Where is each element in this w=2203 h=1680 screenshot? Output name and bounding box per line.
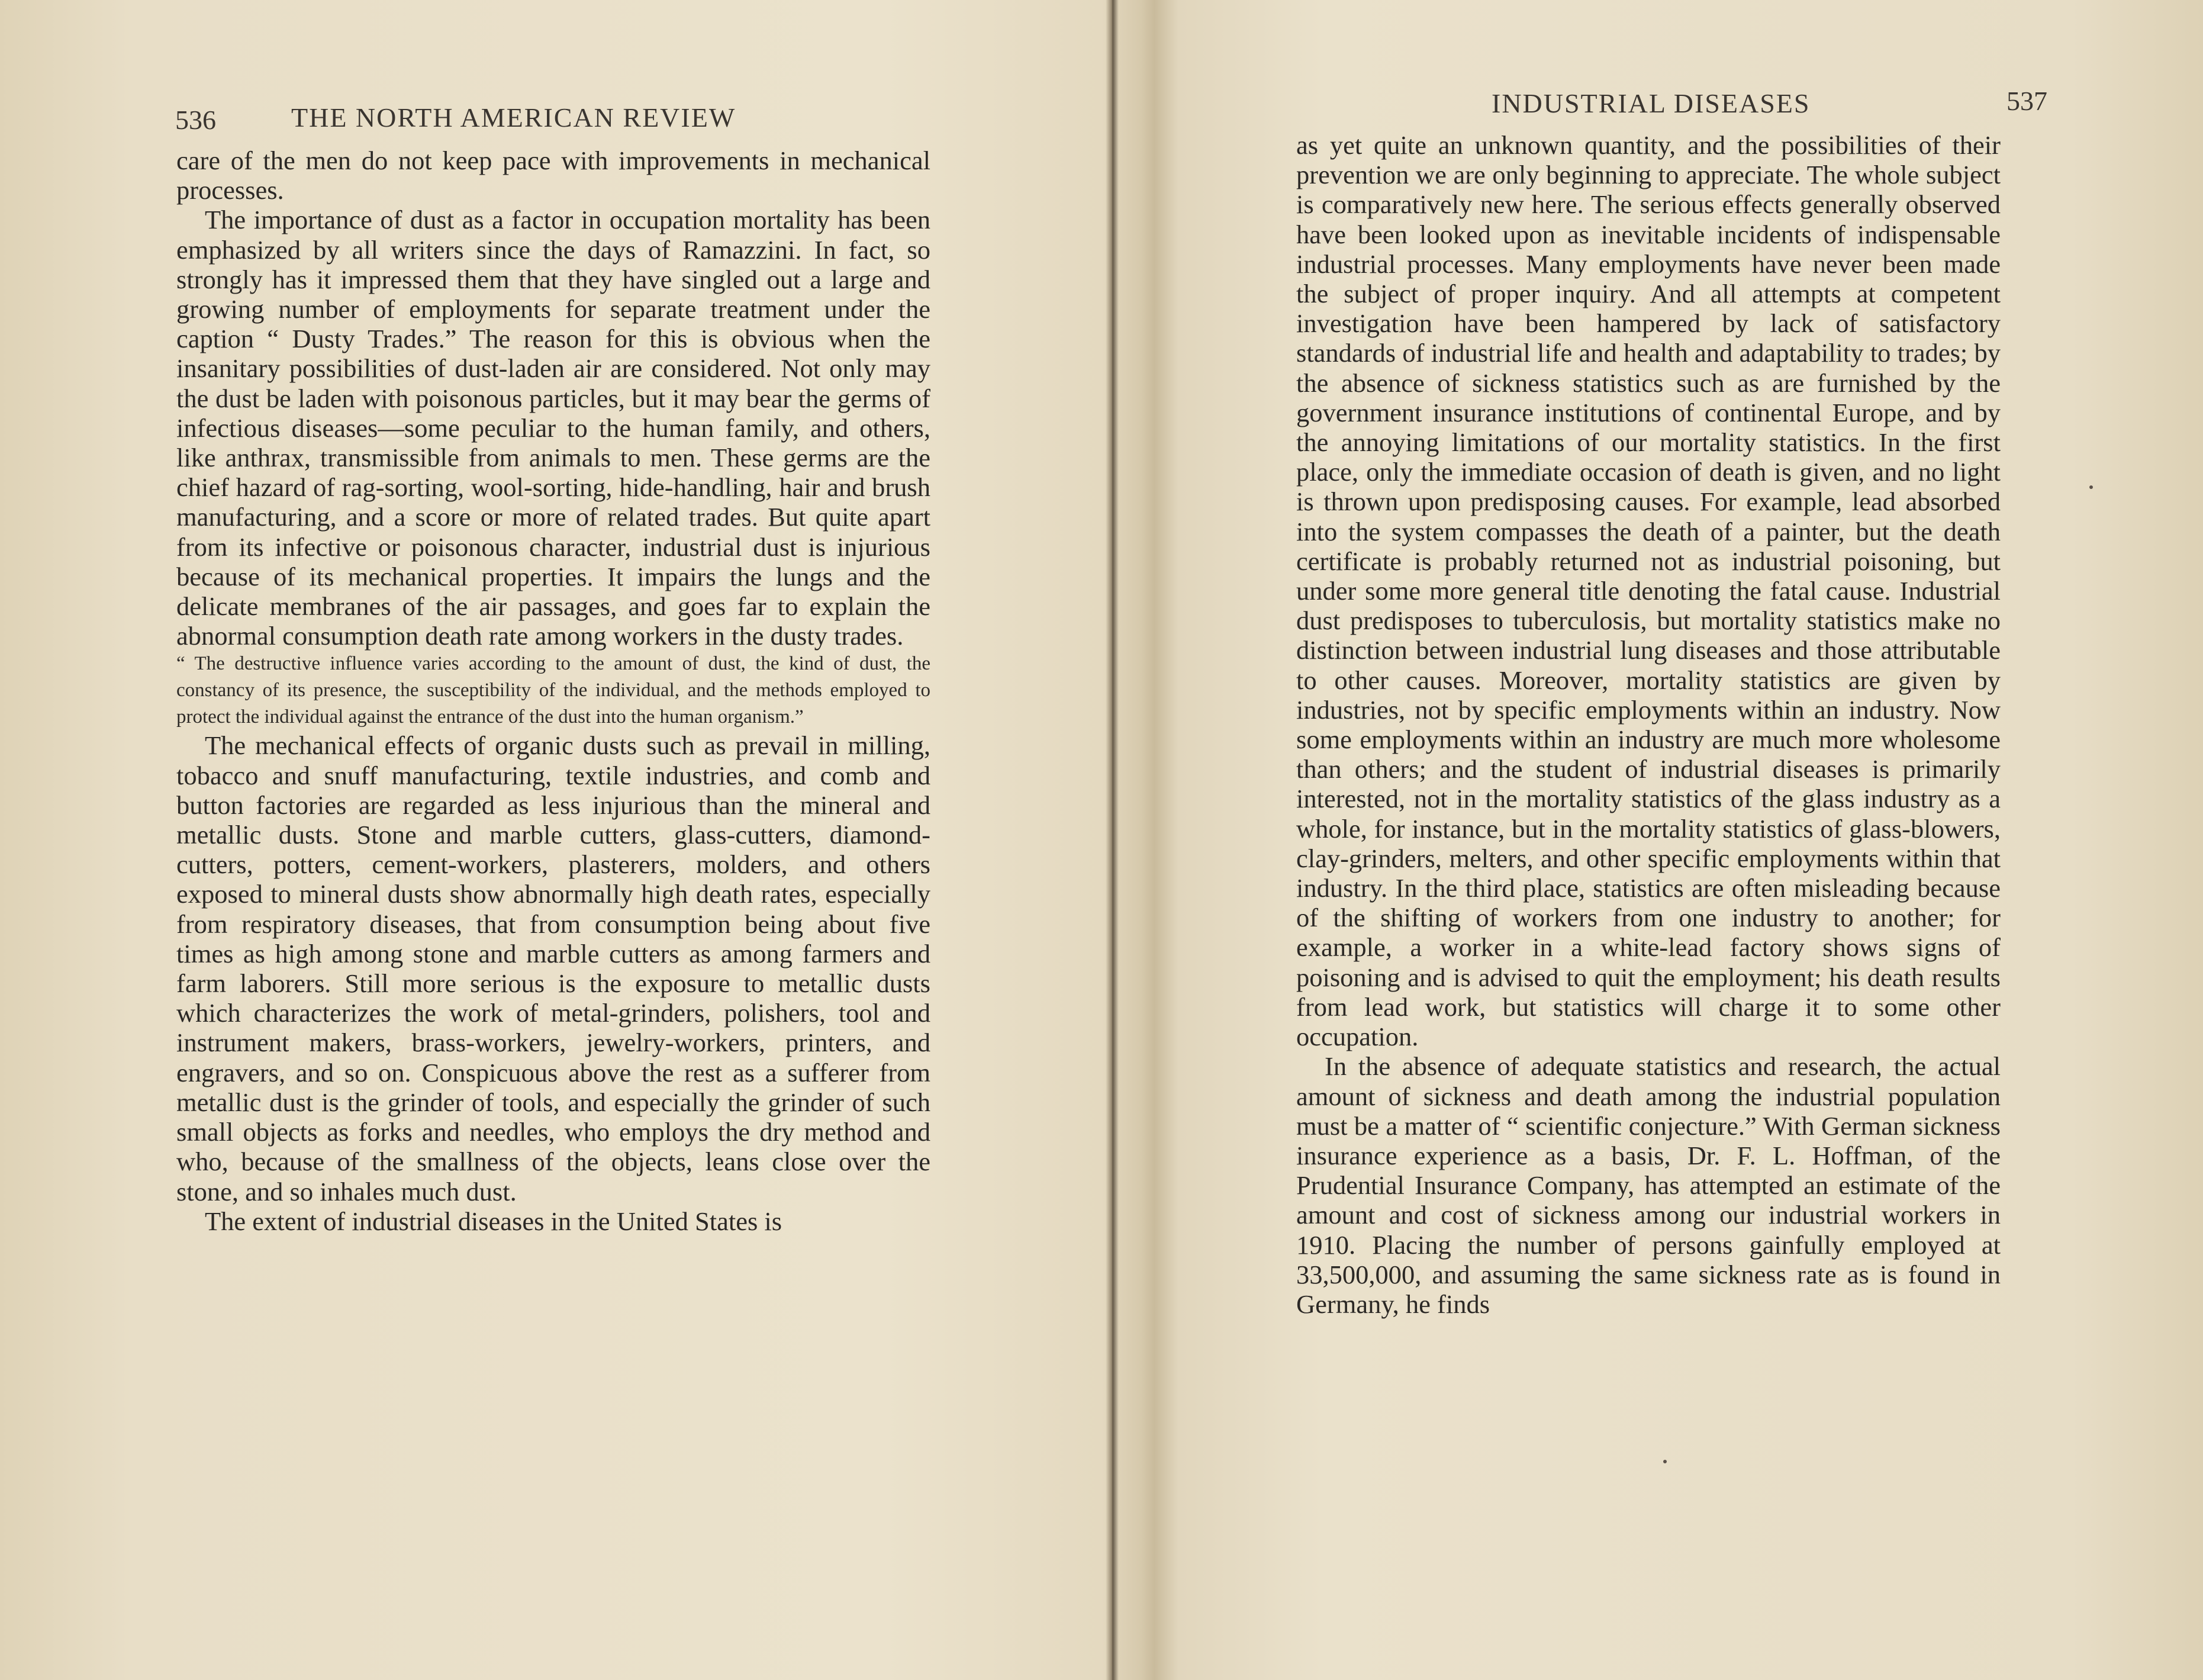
right-page-body <box>1296 130 2001 1319</box>
book-gutter <box>1106 0 1119 1680</box>
right-page <box>1119 0 2203 1680</box>
left-running-head: THE NORTH AMERICAN REVIEW <box>291 102 736 133</box>
left-paragraph-2: The importance of dust as a factor in occupation mortality has been emphasized by all writers since the days of Ramazzini. In fact, so strongly has it impressed them that they have singled out a large and growing number of employments for separate treatment under the caption “ Dusty Trades.” The reason for this is obvious when the insanitary possibilities of dust-laden air are considered. Not only may the dust be laden with poisonous particles, but it may bear the germs of infectious diseases—some peculiar to the human family, and others, like anthrax, transmissible from animals to men. These germs are the chief hazard of rag-sorting, wool-sorting, hide-handling, hair and brush manufacturing, and a score or more of related trades. But quite apart from its infective or poisonous character, industrial dust is injurious because of its mechanical properties. It impairs the lungs and the delicate membranes of the air passages, and goes far to explain the abnormal consumption death rate among workers in the dusty trades. <box>176 205 930 651</box>
right-page-number: 537 <box>2006 86 2047 116</box>
left-paragraph-3: The mechanical effects of organic dusts such as prevail in milling, tobacco and snuff manufacturing, textile industries, and comb and button factories are regarded as less injurious than the mineral and metallic dusts. Stone and marble cutters, glass-cutters, diamond-cutters, potters, cement-workers, plasterers, molders, and others exposed to mineral dusts show abnormally high death rates, especially from respiratory diseases, that from consumption being about five times as high among stone and marble cutters as among farmers and farm laborers. Still more serious is the exposure to metallic dusts which characterizes the work of metal-grinders, polishers, tool and instrument makers, brass-workers, jewelry-workers, printers, and engravers, and so on. Conspicuous above the rest as a sufferer from metallic dust is the grinder of tools, and especially the grinder of such small objects as forks and needles, who employs the dry method and who, because of the smallness of the objects, leans close over the stone, and so inhales much dust. <box>176 730 930 1206</box>
page-speck <box>2089 485 2093 489</box>
right-paragraph-2: In the absence of adequate statistics and research, the actual amount of sickness and death among the industrial population must be a matter of “ scientific conjecture.” With German sickness insurance experience as a basis, Dr. F. L. Hoffman, of the Prudential Insurance Company, has attempted an estimate of the amount and cost of sickness among our industrial workers in 1910. Placing the number of persons gainfully employed at 33,500,000, and assuming the same sickness rate as is found in Germany, he finds <box>1296 1051 2001 1319</box>
left-page-body <box>176 146 930 1236</box>
block-quote: “ The destructive influence varies according to the amount of dust, the kind of dust, the constancy of its presence, the susceptibility of the individual, and the methods employed to protect the individual against the entrance of the dust into the human organism.” <box>176 653 930 728</box>
right-running-head: INDUSTRIAL DISEASES <box>1492 88 1811 118</box>
left-paragraph-1: care of the men do not keep pace with improvements in mechanical processes. <box>176 146 930 205</box>
page-speck <box>1663 1460 1667 1463</box>
left-paragraph-4: The extent of industrial diseases in the United States is <box>205 1206 782 1236</box>
left-page-number: 536 <box>175 105 216 135</box>
right-paragraph-1: as yet quite an unknown quantity, and the possibilities of their prevention we are only beginning to appreciate. The whole subject is comparatively new here. The serious effects generally observed have been looked upon as inevitable incidents of indispensable industrial processes. Many employments have never been made the subject of proper inquiry. And all attempts at competent investigation have been hampered by lack of satisfactory standards of industrial life and health and adaptability to trades; by the absence of sickness statistics such as are furnished by the government insurance institutions of continental Europe, and by the annoying limitations of our mortality statistics. In the first place, only the immediate occasion of death is given, and no light is thrown upon predisposing causes. For example, lead absorbed into the system compasses the death of a painter, but the death certificate is probably returned not as industrial poisoning, but under some more general title denoting the fatal cause. Industrial dust predisposes to tuberculosis, but mortality statistics make no distinction between industrial lung diseases and those attributable to other causes. Moreover, mortality statistics are given by industries, not by specific employments within an industry. Now some employments within an industry are much more wholesome than others; and the student of industrial diseases is primarily interested, not in the mortality statistics of the glass industry as a whole, for instance, but in the mortality statistics of glass-blowers, clay-grinders, melters, and other specific employments within that industry. In the third place, statistics are often misleading because of the shifting of workers from one industry to another; for example, a worker in a white-lead factory shows signs of poisoning and is advised to quit the employment; his death results from lead work, but statistics will charge it to some other occupation. <box>1296 130 2001 1052</box>
